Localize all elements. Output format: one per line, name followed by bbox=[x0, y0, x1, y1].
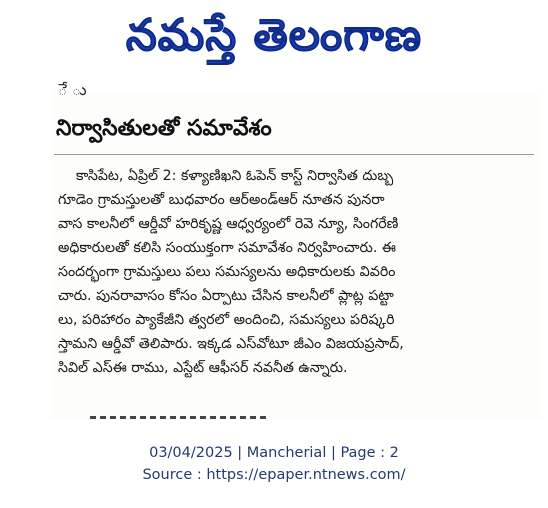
headline-divider bbox=[54, 154, 534, 155]
newspaper-masthead bbox=[0, 0, 548, 82]
article-line: స్తామని ఆర్డీవో తెలిపారు. ఇక్కడ ఎస్‌వోటూ జీఎం విజయప్రసాద్, bbox=[58, 336, 404, 352]
article-headline: నిర్వాసితులతో సమావేశం bbox=[56, 116, 272, 141]
article-line: గూడెం గ్రామస్తులతో బుధవారం ఆర్‌అండ్‌ఆర్ నూతన పునరా bbox=[58, 192, 385, 208]
article-line: వాస కాలనీలో ఆర్డీవో హరికృష్ణ ఆధ్వర్యంలో రెవె న్యూ, సింగరేణి bbox=[58, 216, 399, 232]
masthead-title: నమస్తే తెలంగాణ bbox=[125, 10, 423, 61]
article-clipping bbox=[50, 80, 542, 420]
article-body bbox=[58, 164, 534, 380]
source-link[interactable]: Source : https://epaper.ntnews.com/ bbox=[142, 467, 406, 483]
article-line: కాసిపేట, ఏప్రిల్ 2: కళ్యాణిఖని ఓపెన్ కాస్ట్ నిర్వాసిత దుబ్బ bbox=[76, 168, 394, 184]
article-line: చారు. పునరావాసం కోసం ఏర్పాటు చేసిన కాలనీలో ప్లాట్ల పట్టా bbox=[58, 288, 394, 304]
publication-meta: 03/04/2025 | Mancherial | Page : 2 bbox=[149, 445, 399, 461]
clipping-footer bbox=[0, 442, 548, 486]
cut-off-previous-text bbox=[58, 80, 338, 104]
article-line: లు, పరిహారం ప్యాకేజీని త్వరలో అందించి, సమస్యలు పరిష్కరి bbox=[58, 312, 395, 328]
article-line: సందర్భంగా గ్రామస్తులు పలు సమస్యలను అధికారులకు వివరిం bbox=[58, 264, 396, 280]
article-line: సివిల్ ఎస్ఈ రాము, ఎస్టేట్ ఆఫీసర్ నవనీత ఉన్నారు. bbox=[58, 360, 348, 376]
cut-off-next-text bbox=[90, 412, 270, 420]
cut-off-fragment: ే ు bbox=[58, 80, 87, 99]
article-line: అధికారులతో కలిసి సంయుక్తంగా సమావేశం నిర్వహించారు. ఈ bbox=[58, 240, 396, 256]
